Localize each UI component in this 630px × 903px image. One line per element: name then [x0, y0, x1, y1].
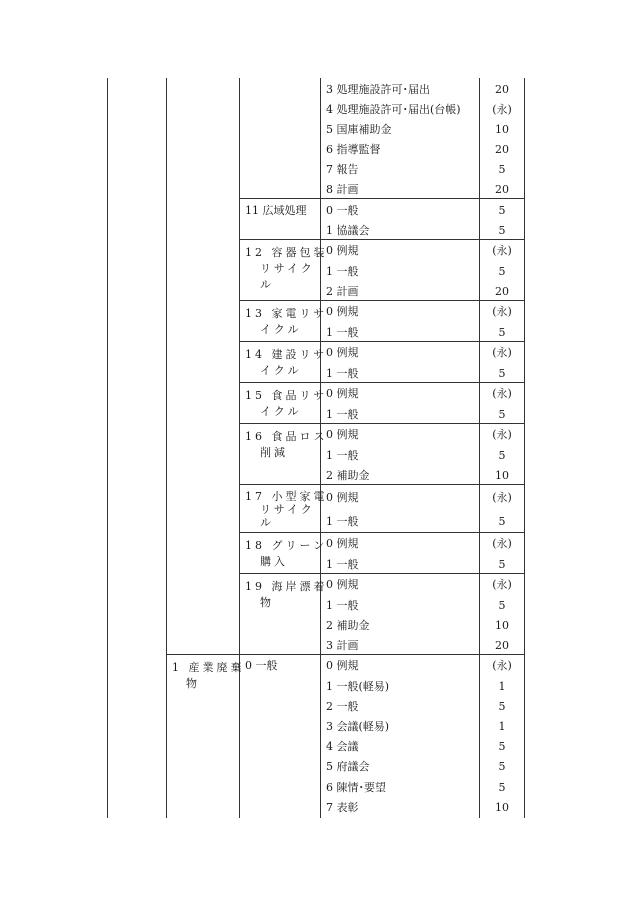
item-label: 6 指導監督: [326, 143, 381, 156]
retention-value: 10: [495, 123, 509, 136]
item-label: 7 表彰: [326, 801, 359, 814]
item-label: 2 計画: [326, 285, 359, 298]
item-label: 1 一般: [326, 599, 359, 612]
retention-value: 5: [498, 408, 506, 421]
row-separator: [239, 341, 524, 342]
section-label: 16 食品ロス削減: [245, 430, 328, 459]
category-label: 1 産業廃棄物: [172, 661, 245, 690]
row-separator: [239, 532, 524, 533]
retention-value: 5: [498, 367, 506, 380]
retention-value: (永): [492, 537, 512, 550]
item-label: 7 報告: [326, 163, 359, 176]
item-label: 1 一般: [326, 367, 359, 380]
item-label: 1 協議会: [326, 224, 370, 237]
col-border-3: [239, 78, 240, 818]
retention-value: 10: [495, 619, 509, 632]
retention-value: 20: [495, 183, 509, 196]
section-label: 13 家電リサイクル: [245, 307, 328, 336]
retention-value: 5: [498, 515, 506, 528]
retention-value: 5: [498, 558, 506, 571]
retention-value: (永): [492, 305, 512, 318]
item-label: 0 例規: [326, 346, 359, 359]
retention-value: 10: [495, 801, 509, 814]
retention-value: 5: [498, 204, 506, 217]
item-label: 4 会議: [326, 740, 359, 753]
retention-value: 5: [498, 740, 506, 753]
item-label: 1 一般: [326, 449, 359, 462]
item-label: 2 一般: [326, 700, 359, 713]
item-label: 1 一般: [326, 265, 359, 278]
retention-value: (永): [492, 244, 512, 257]
item-label: 2 補助金: [326, 469, 370, 482]
item-label: 3 会議(軽易): [326, 720, 390, 733]
item-label: 3 計画: [326, 639, 359, 652]
retention-value: 5: [498, 265, 506, 278]
item-label: 0 例規: [326, 491, 359, 504]
item-label: 6 陳情･要望: [326, 781, 386, 794]
section-label: 15 食品リサイクル: [245, 389, 328, 418]
retention-value: 10: [495, 469, 509, 482]
item-label: 1 一般: [326, 515, 359, 528]
retention-value: (永): [492, 346, 512, 359]
retention-value: 1: [498, 720, 506, 733]
retention-value: (永): [492, 387, 512, 400]
retention-value: (永): [492, 103, 512, 116]
retention-value: (永): [492, 428, 512, 441]
section-label: 11 広域処理: [245, 204, 307, 217]
section-label: 12 容器包装リサイクル: [245, 246, 328, 291]
col-border-1: [107, 78, 108, 818]
row-separator: [239, 573, 524, 574]
retention-value: 5: [498, 760, 506, 773]
retention-value: 5: [498, 326, 506, 339]
section-label: 0 一般: [245, 659, 278, 672]
item-label: 0 例規: [326, 659, 359, 672]
item-label: 0 例規: [326, 387, 359, 400]
item-label: 1 一般: [326, 326, 359, 339]
retention-value: 1: [498, 680, 506, 693]
item-label: 0 例規: [326, 578, 359, 591]
col-border-2: [166, 78, 167, 818]
item-label: 8 計画: [326, 183, 359, 196]
item-label: 1 一般: [326, 408, 359, 421]
retention-value: 20: [495, 639, 509, 652]
retention-value: (永): [492, 659, 512, 672]
row-separator: [239, 382, 524, 383]
retention-value: 5: [498, 163, 506, 176]
retention-value: 5: [498, 781, 506, 794]
item-label: 2 補助金: [326, 619, 370, 632]
retention-value: (永): [492, 491, 512, 504]
retention-value: (永): [492, 578, 512, 591]
retention-value: 5: [498, 449, 506, 462]
row-separator: [239, 198, 524, 199]
section-label: 14 建設リサイクル: [245, 348, 328, 377]
retention-value: 20: [495, 285, 509, 298]
retention-value: 5: [498, 599, 506, 612]
item-label: 3 処理施設許可･届出: [326, 83, 430, 96]
section-label: 17 小型家電リサイクル: [245, 490, 328, 529]
item-label: 0 例規: [326, 428, 359, 441]
row-separator: [239, 423, 524, 424]
row-separator: [239, 484, 524, 485]
retention-value: 20: [495, 83, 509, 96]
item-label: 0 一般: [326, 204, 359, 217]
item-label: 0 例規: [326, 305, 359, 318]
item-label: 5 府議会: [326, 760, 370, 773]
row-separator: [239, 300, 524, 301]
retention-value: 5: [498, 224, 506, 237]
item-label: 0 例規: [326, 244, 359, 257]
retention-value: 5: [498, 700, 506, 713]
section-label: 19 海岸漂着物: [245, 580, 328, 609]
item-label: 5 国庫補助金: [326, 123, 392, 136]
item-label: 0 例規: [326, 537, 359, 550]
item-label: 1 一般(軽易): [326, 680, 390, 693]
item-label: 1 一般: [326, 558, 359, 571]
section-label: 18 グリーン購入: [245, 539, 328, 568]
row-separator: [239, 239, 524, 240]
retention-value: 20: [495, 143, 509, 156]
item-label: 4 処理施設許可･届出(台帳): [326, 103, 461, 116]
category-separator: [166, 654, 524, 655]
